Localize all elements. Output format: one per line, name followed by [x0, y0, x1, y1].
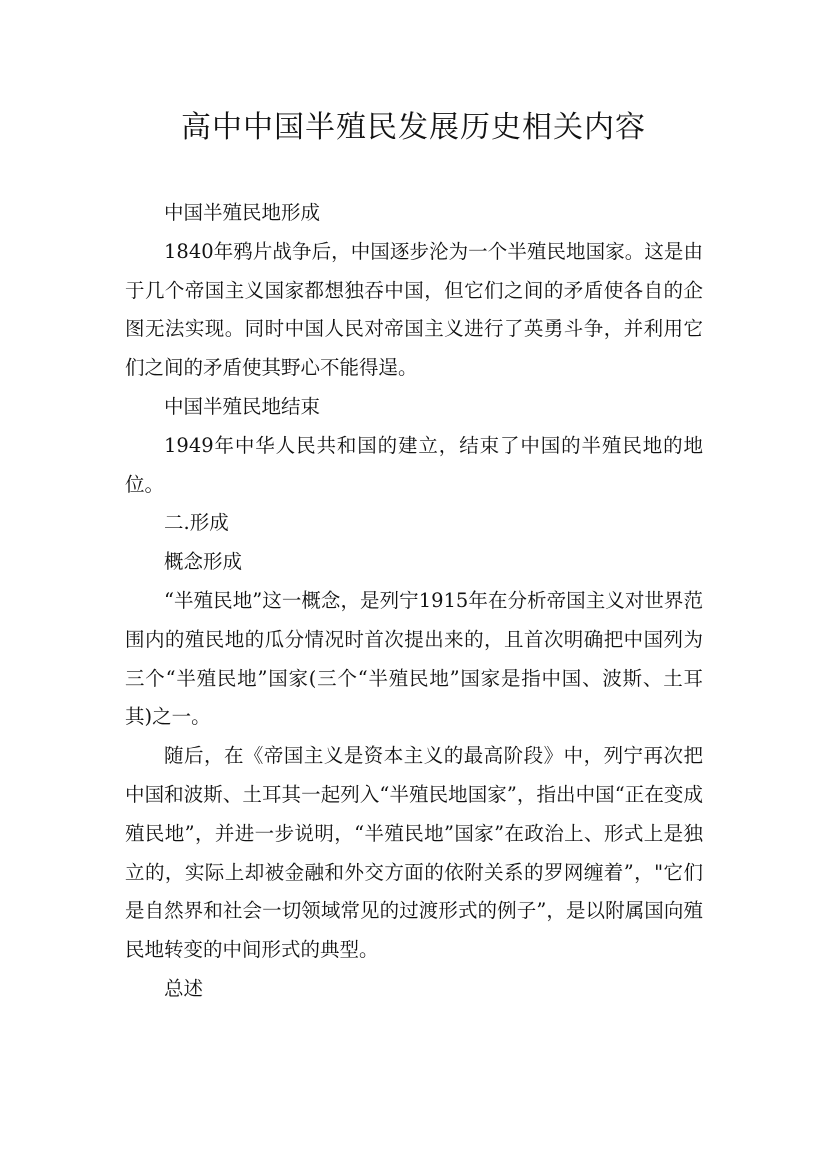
heading-formation-of-semi-colony: 中国半殖民地形成 — [164, 201, 321, 224]
paragraph-lenin-1915: “半殖民地”这一概念，是列宁1915年在分析帝国主义对世界范围内的殖民地的瓜分情况时首次提出来的，且首次明确把中国列为三个“半殖民地”国家(三个“半殖民地”国家是指中国、波斯、土耳其)之一。 — [125, 588, 703, 729]
paragraph-imperialism: 随后，在《帝国主义是资本主义的最高阶段》中，列宁再次把中国和波斯、土耳其一起列入“半殖民地国家”，指出中国“正在变成殖民地”，并进一步说明，“半殖民地”国家”在政治上、形式上是独立的，实际上却被金融和外交方面的依附关系的罗网缠着”，"它们是自然界和社会一切领域常见的过渡形式的例子”，是以附属国向殖民地转变的中间形式的典型。 — [125, 744, 703, 962]
section-heading-formation: 二.形成 — [164, 511, 229, 535]
heading-end-of-semi-colony: 中国半殖民地结束 — [164, 394, 321, 418]
paragraph-1840: 1840年鸦片战争后，中国逐步沦为一个半殖民地国家。这是由于几个帝国主义国家都想独吞中国，但它们之间的矛盾使各自的企图无法实现。同时中国人民对帝国主义进行了英勇斗争，并利用它们之间的矛盾使其野心不能得逞。 — [125, 239, 703, 380]
document-title: 高中中国半殖民发展历史相关内容 — [181, 110, 646, 145]
document-body — [125, 194, 703, 1009]
heading-concept-formation: 概念形成 — [164, 550, 243, 574]
paragraph-1949: 1949年中华人民共和国的建立，结束了中国的半殖民地的地位。 — [125, 433, 703, 496]
heading-summary: 总述 — [164, 976, 204, 1000]
